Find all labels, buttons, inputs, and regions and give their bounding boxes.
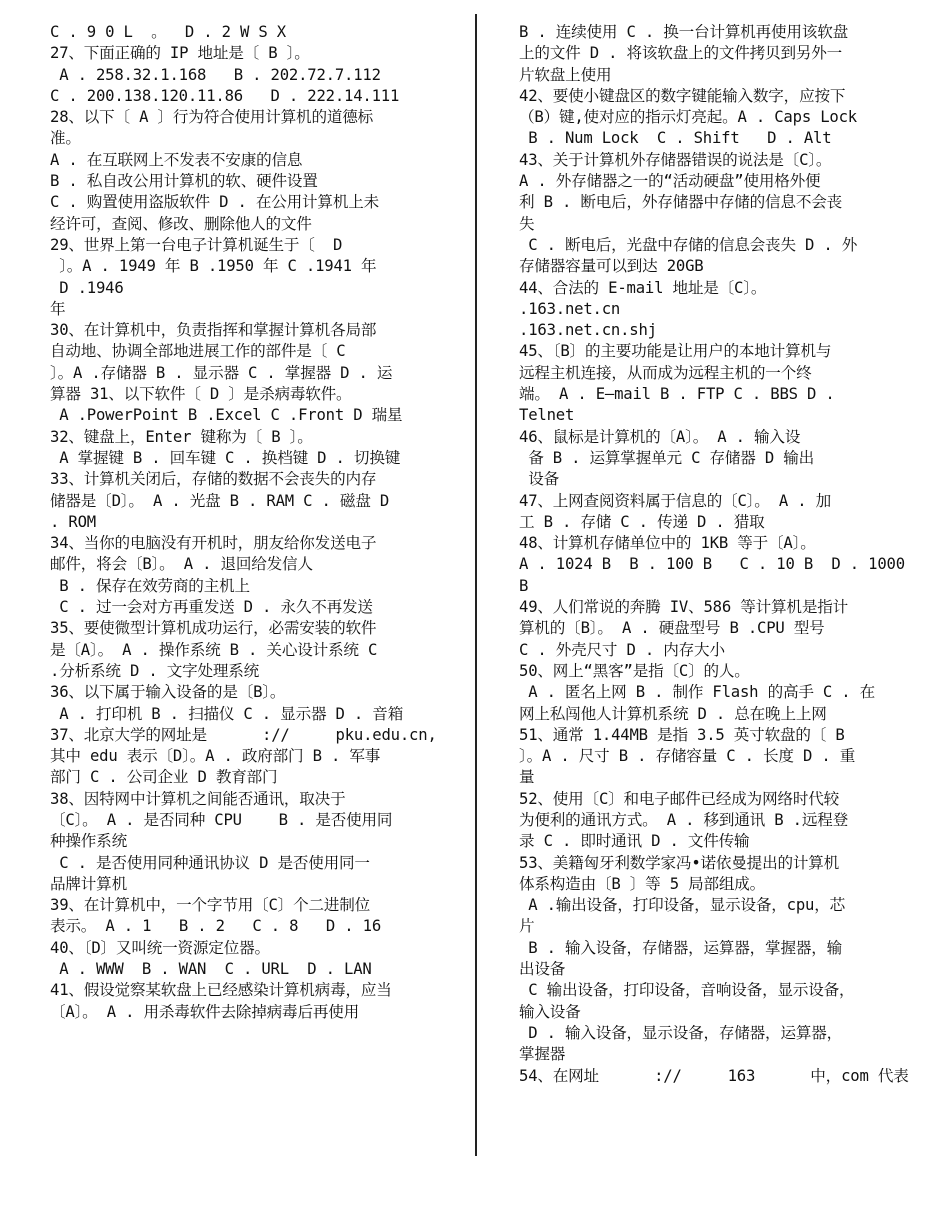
- text-line: 35、要使微型计算机成功运行，必需安装的软件: [50, 619, 377, 638]
- text-line: C . 外壳尺寸 D . 内存大小: [519, 640, 725, 659]
- text-line: 〔A〕。 A . 用杀毒软件去除掉病毒后再使用: [50, 1002, 360, 1021]
- text-line: 掌握器: [519, 1045, 566, 1064]
- text-line: 备 B . 运算掌握单元 C 存储器 D 输出: [519, 448, 814, 467]
- text-line: A . 258.32.1.168 B . 202.72.7.112: [50, 65, 381, 84]
- text-line: C . 是否使用同种通讯协议 D 是否使用同一: [50, 853, 370, 872]
- text-line: 品牌计算机: [50, 874, 127, 893]
- text-line: 邮件，将会〔B〕。 A . 退回给发信人: [50, 555, 313, 574]
- text-line: 是〔A〕。 A . 操作系统 B . 关心设计系统 C: [50, 640, 378, 659]
- text-line: 输入设备: [519, 1002, 581, 1021]
- text-line: 表示。 A . 1 B . 2 C . 8 D . 16: [50, 917, 382, 936]
- text-line: 29、世界上第一台电子计算机诞生于〔 D: [50, 235, 343, 254]
- text-line: 年: [50, 299, 66, 318]
- text-line: 52、使用〔C〕和电子邮件已经成为网络时代较: [519, 789, 840, 808]
- text-line: A . 在互联网上不发表不安康的信息: [50, 150, 303, 169]
- text-line: 片软盘上使用: [519, 65, 612, 84]
- text-line: 端。 A . E—mail B . FTP C . BBS D .: [519, 385, 835, 404]
- column-divider: [475, 14, 477, 1156]
- text-line: 30、在计算机中，负责指挥和掌握计算机各局部: [50, 321, 377, 340]
- text-line: 38、因特网中计算机之间能否通讯，取决于: [50, 789, 346, 808]
- text-line: 46、鼠标是计算机的〔A〕。 A . 输入设: [519, 427, 801, 446]
- text-line: A . 外存储器之一的“活动硬盘”使用格外便: [519, 172, 821, 191]
- text-line: 算器 31、以下软件〔 D 〕是杀病毒软件。: [50, 385, 352, 404]
- text-line: 41、假设觉察某软盘上已经感染计算机病毒，应当: [50, 981, 392, 1000]
- text-line: 种操作系统: [50, 832, 127, 851]
- text-line: 利 B . 断电后，外存储器中存储的信息不会丧: [519, 193, 843, 212]
- text-line: 体系构造由〔B 〕等 5 局部组成。: [519, 874, 766, 893]
- text-line: Telnet: [519, 406, 575, 425]
- text-line: A . 1024 B B . 100 B C . 10 B D . 1000: [519, 555, 905, 574]
- text-line: 54、在网址 :// 163 中，com 代表: [519, 1066, 909, 1085]
- text-line: C . 过一会对方再重发送 D . 永久不再发送: [50, 598, 373, 617]
- text-line: 为便利的通讯方式。 A . 移到通讯 B .远程登: [519, 810, 848, 829]
- text-line: 36、以下属于输入设备的是〔B〕。: [50, 683, 286, 702]
- text-line: 量: [519, 768, 535, 787]
- text-line: A . 匿名上网 B . 制作 Flash 的高手 C . 在: [519, 683, 876, 702]
- text-line: 经许可，查阅、修改、删除他人的文件: [50, 214, 312, 233]
- text-line: 27、下面正确的 IP 地址是〔 B 〕。: [50, 44, 310, 63]
- text-line: 48、计算机存储单位中的 1KB 等于〔A〕。: [519, 534, 816, 553]
- text-line: 录 C . 即时通讯 D . 文件传输: [519, 832, 750, 851]
- text-line: A .PowerPoint B .Excel C .Front D 瑞星: [50, 406, 403, 425]
- text-line: A .输出设备，打印设备，显示设备，cpu，芯: [519, 896, 846, 915]
- text-line: 自动地、协调全部地进展工作的部件是〔 C: [50, 342, 346, 361]
- text-line: 准。: [50, 129, 81, 148]
- text-line: B . Num Lock C . Shift D . Alt: [519, 129, 832, 148]
- text-line: 其中 edu 表示〔D〕。A . 政府部门 B . 军事: [50, 747, 381, 766]
- text-line: 42、要使小键盘区的数字键能输入数字，应按下: [519, 86, 846, 105]
- text-line: 28、以下〔 A 〕行为符合使用计算机的道德标: [50, 108, 374, 127]
- text-line: D .1946: [50, 278, 124, 297]
- text-line: 储器是〔D〕。 A . 光盘 B . RAM C . 磁盘 D: [50, 491, 390, 510]
- text-line: 片: [519, 917, 535, 936]
- text-line: 33、计算机关闭后，存储的数据不会丧失的内存: [50, 470, 377, 489]
- text-line: .163.net.cn.shj: [519, 321, 657, 340]
- text-line: 50、网上“黑客”是指〔C〕的人。: [519, 661, 750, 680]
- text-line: C . 购置使用盗版软件 D . 在公用计算机上未: [50, 193, 379, 212]
- text-line: 45、〔B〕的主要功能是让用户的本地计算机与: [519, 342, 832, 361]
- left-column: [50, 22, 448, 1023]
- text-line: 算机的〔B〕。 A . 硬盘型号 B .CPU 型号: [519, 619, 825, 638]
- text-line: B . 保存在效劳商的主机上: [50, 576, 250, 595]
- text-line: A . 打印机 B . 扫描仪 C . 显示器 D . 音箱: [50, 704, 404, 723]
- text-line: B . 私自改公用计算机的软、硬件设置: [50, 172, 318, 191]
- text-line: 工 B . 存储 C . 传递 D . 猎取: [519, 512, 765, 531]
- text-line: 44、合法的 E-mail 地址是〔C〕。: [519, 278, 767, 297]
- right-column: [519, 22, 914, 1087]
- text-line: 上的文件 D . 将该软盘上的文件拷贝到另外一: [519, 44, 843, 63]
- text-line: C 输出设备，打印设备，音响设备，显示设备，: [519, 981, 855, 1000]
- text-line: 49、人们常说的奔腾 IV、586 等计算机是指计: [519, 598, 848, 617]
- text-line: C . 断电后，光盘中存储的信息会丧失 D . 外: [519, 235, 858, 254]
- text-line: 失: [519, 214, 535, 233]
- text-line: 40、〔D〕又叫统一资源定位器。: [50, 938, 270, 957]
- text-line: A . WWW B . WAN C . URL D . LAN: [50, 960, 372, 979]
- text-line: 〕。A . 1949 年 B .1950 年 C .1941 年: [50, 257, 377, 276]
- text-line: C . 200.138.120.11.86 D . 222.14.111: [50, 86, 400, 105]
- text-line: 部门 C . 公司企业 D 教育部门: [50, 768, 278, 787]
- text-line: D . 输入设备，显示设备，存储器，运算器，: [519, 1023, 843, 1042]
- text-line: 51、通常 1.44MB 是指 3.5 英寸软盘的〔 B: [519, 725, 845, 744]
- text-line: 〕。A . 尺寸 B . 存储容量 C . 长度 D . 重: [519, 747, 856, 766]
- text-line: 39、在计算机中，一个字节用〔C〕个二进制位: [50, 896, 371, 915]
- text-line: 出设备: [519, 960, 566, 979]
- text-line: C . 9 0 L 。 D . 2 W S X: [50, 23, 286, 41]
- text-line: 34、当你的电脑没有开机时，朋友给你发送电子: [50, 534, 377, 553]
- text-line: .分析系统 D . 文字处理系统: [50, 661, 260, 680]
- text-line: 37、北京大学的网址是 :// pku.edu.cn,: [50, 725, 437, 744]
- text-line: .163.net.cn: [519, 299, 621, 318]
- text-line: A 掌握键 B . 回车键 C . 换档键 D . 切换键: [50, 448, 401, 467]
- text-line: 53、美籍匈牙利数学家冯•诺依曼提出的计算机: [519, 853, 840, 872]
- text-line: . ROM: [50, 512, 96, 531]
- text-line: 〕。A .存储器 B . 显示器 C . 掌握器 D . 运: [50, 363, 393, 382]
- text-line: B . 输入设备，存储器，运算器，掌握器，输: [519, 938, 843, 957]
- text-line: 47、上网查阅资料属于信息的〔C〕。 A . 加: [519, 491, 832, 510]
- text-line: （B）键,使对应的指示灯亮起。A . Caps Lock: [519, 108, 857, 127]
- text-line: B . 连续使用 C . 换一台计算机再使用该软盘: [519, 23, 848, 41]
- text-line: 32、键盘上，Enter 键称为〔 B 〕。: [50, 427, 313, 446]
- text-line: 网上私闯他人计算机系统 D . 总在晚上上网: [519, 704, 827, 723]
- text-line: 存储器容量可以到达 20GB: [519, 257, 704, 276]
- text-line: 远程主机连接，从而成为远程主机的一个终: [519, 363, 812, 382]
- text-line: 〔C〕。 A . 是否同种 CPU B . 是否使用同: [50, 810, 393, 829]
- text-line: B: [519, 576, 529, 595]
- text-line: 设备: [519, 470, 559, 489]
- text-line: 43、关于计算机外存储器错误的说法是〔C〕。: [519, 150, 832, 169]
